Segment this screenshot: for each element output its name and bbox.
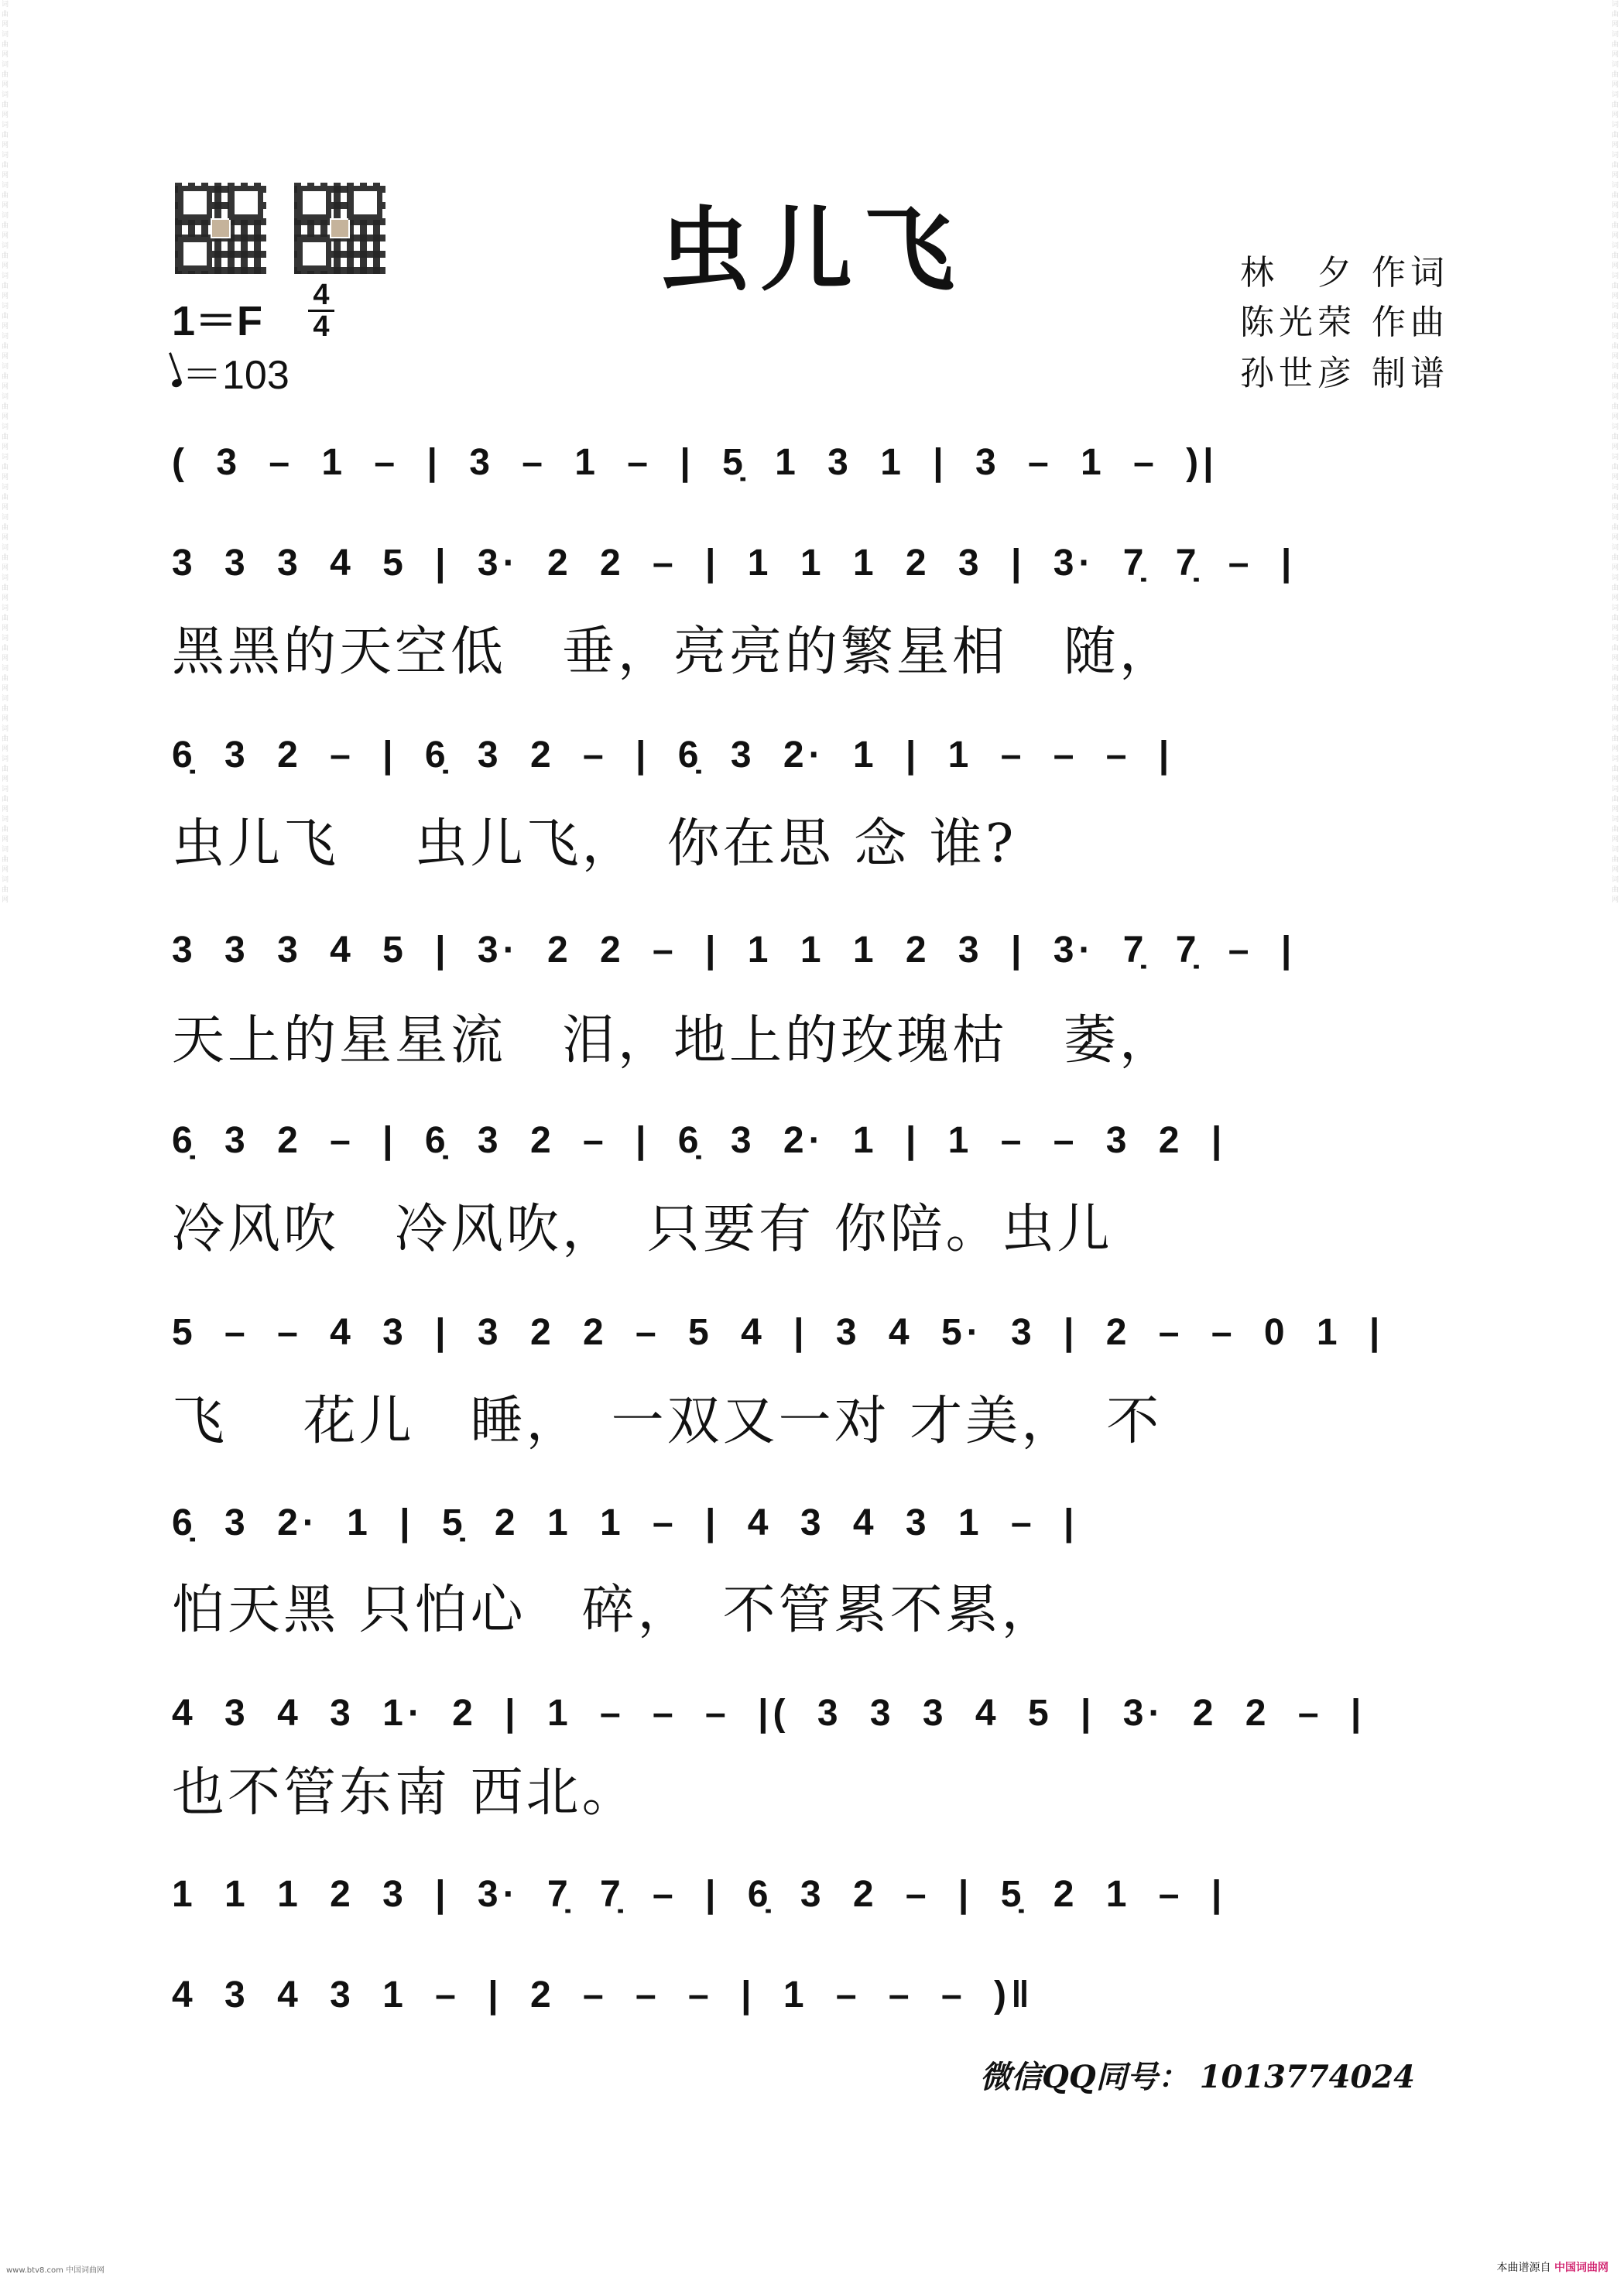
notation-row: 1 1 1 2 3 | 3· 7̣ 7̣ – | 6̣ 3 2 – | 5̣ 2 1 – | [172,1874,1227,1915]
tempo-marking [172,342,290,400]
composer-credit: 陈光荣 作曲 [1240,303,1449,342]
notation-row: 3 3 3 4 5 | 3· 2 2 – | 1 1 1 2 3 | 3· 7̣ 7̣ – | [172,930,1297,971]
lyric-line: 冷风吹 冷风吹， 只要有 你陪。虫儿 [172,1199,1113,1260]
notation-row: 5 – – 4 3 | 3 2 2 – 5 4 | 3 4 5· 3 | 2 – – 0 1 | [172,1312,1385,1353]
key-signature: 1＝F [172,298,263,344]
notation-row: 6̣ 3 2 – | 6̣ 3 2 – | 6̣ 3 2· 1 | 1 – – 3 2 | [172,1120,1227,1161]
lyric-line: 也不管东南 西北。 [172,1762,638,1824]
footer-site-name: 中国词曲网 [1554,2262,1609,2274]
footer-source: www.btv8.com 中国词曲网 [6,2266,105,2275]
lyric-line: 飞 花儿 睡， 一双又一对 才美， 不 [172,1391,1163,1452]
contact-info: 微信QQ同号： 1013774024 [980,2059,1415,2095]
footer-origin-text: 本曲谱源自 [1496,2262,1551,2274]
notation-row: ( 3 – 1 – | 3 – 1 – | 5̣ 1 3 1 | 3 – 1 – )| [172,442,1218,483]
lyric-line: 天上的星星流 泪，地上的玫瑰枯 萎， [172,1010,1176,1071]
time-signature [308,280,334,341]
lyric-line: 虫儿飞 虫儿飞， 你在思 念 谁? [172,813,1017,875]
footer-origin [1497,2259,1609,2275]
lyric-line: 怕天黑 只怕心 碎， 不管累不累， [172,1580,1057,1641]
time-sig-bottom: 4 [313,310,330,343]
notation-row: 3 3 3 4 5 | 3· 2 2 – | 1 1 1 2 3 | 3· 7̣ 7̣ – | [172,543,1297,584]
tempo-value: ＝103 [182,353,290,398]
transcriber-credit: 孙世彦 制谱 [1240,354,1449,393]
side-watermark-left: 词曲网 词曲网 词曲网 词曲网 词曲网 词曲网 词曲网 词曲网 词曲网 词曲网 词曲网 词曲网 词曲网 词曲网 词曲网 词曲网 词曲网 词曲网 词曲网 词曲网 词曲网 词曲网 词曲网 词曲网 词曲网 词曲网 词曲网 词曲网 词曲网 词曲网 [2,1,9,904]
notation-row: 4 3 4 3 1· 2 | 1 – – – |( 3 3 3 4 5 | 3· 2 2 – | [172,1693,1366,1734]
song-title: 虫儿飞 [658,196,965,303]
quarter-note-icon [171,378,183,389]
side-watermark-right: 词曲网 词曲网 词曲网 词曲网 词曲网 词曲网 词曲网 词曲网 词曲网 词曲网 词曲网 词曲网 词曲网 词曲网 词曲网 词曲网 词曲网 词曲网 词曲网 词曲网 词曲网 词曲网 词曲网 词曲网 词曲网 词曲网 词曲网 词曲网 词曲网 词曲网 [1612,1,1619,904]
lyric-line: 黑黑的天空低 垂，亮亮的繁星相 随， [172,622,1176,683]
lyricist-credit: 林 夕 作词 [1240,253,1449,293]
notation-row: 6̣ 3 2· 1 | 5̣ 2 1 1 – | 4 3 4 3 1 – | [172,1502,1079,1543]
notation-row: 4 3 4 3 1 – | 2 – – – | 1 – – – )‖ [172,1974,1034,2016]
notation-row: 6̣ 3 2 – | 6̣ 3 2 – | 6̣ 3 2· 1 | 1 – – – | [172,735,1174,776]
time-sig-top: 4 [313,279,330,311]
